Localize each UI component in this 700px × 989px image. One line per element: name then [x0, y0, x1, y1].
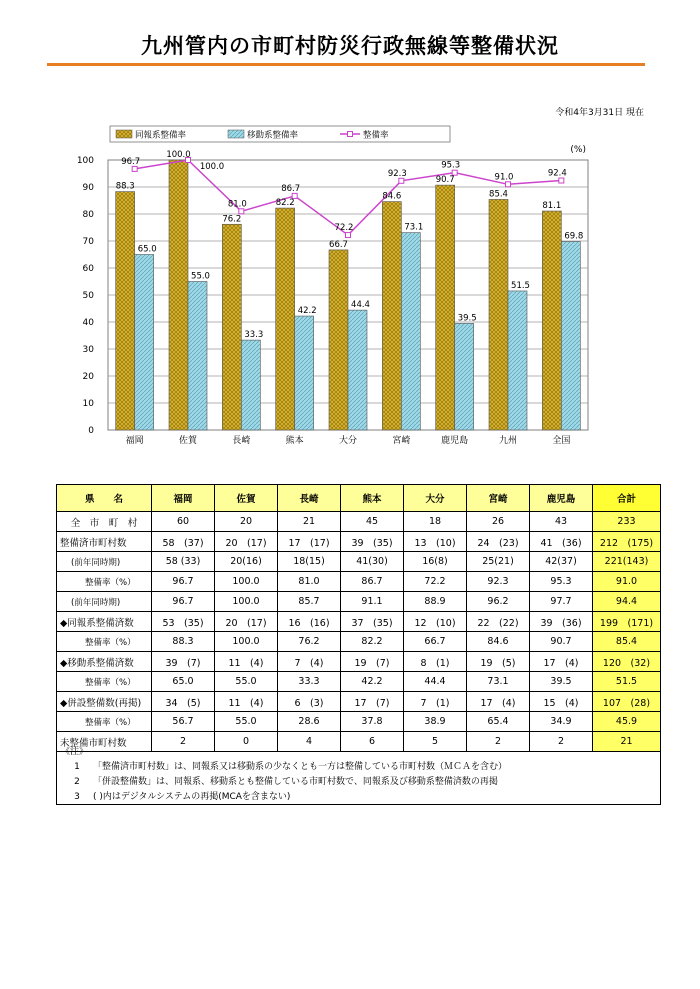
header-cell: 合計 [593, 485, 661, 512]
table-cell: 37 (35) [341, 612, 404, 632]
table-cell: 21 [278, 512, 341, 532]
table-cell: 20 [215, 512, 278, 532]
y-tick-label: 50 [82, 291, 94, 301]
line-point-2 [239, 209, 244, 214]
table-cell: 51.5 [593, 672, 661, 692]
row-label: ◆同報系整備済数 [57, 612, 152, 632]
table-cell: 55.0 [215, 712, 278, 732]
table-cell: 19 (5) [467, 652, 530, 672]
table-cell: 41 (36) [530, 532, 593, 552]
y-tick-label: 0 [88, 426, 94, 436]
bar-doho-6 [436, 185, 455, 430]
table-cell: 90.7 [530, 632, 593, 652]
table-row [57, 612, 661, 632]
y-unit-label: (%) [570, 145, 586, 155]
line-value-label: 86.7 [281, 183, 301, 194]
table-cell: 72.2 [404, 572, 467, 592]
table-cell: 6 (3) [278, 692, 341, 712]
bar-value-label: 90.7 [435, 175, 455, 186]
header-cell: 鹿児島 [530, 485, 593, 512]
line-point-7 [506, 182, 511, 187]
legend-swatch-marker [348, 132, 353, 137]
chart-svg [60, 120, 650, 450]
bar-value-label: 44.4 [351, 300, 370, 311]
table-cell: 2 [467, 732, 530, 752]
table-cell: 82.2 [341, 632, 404, 652]
y-tick-label: 80 [82, 210, 94, 220]
table-row [57, 512, 661, 532]
table-cell: 39 (7) [152, 652, 215, 672]
table-row [57, 652, 661, 672]
line-point-4 [346, 233, 351, 238]
row-label: 未整備市町村数 [57, 732, 152, 752]
table-cell: 16(8) [404, 552, 467, 572]
line-value-label: 96.7 [121, 156, 141, 167]
row-label: 全 市 町 村 [57, 512, 152, 532]
bar-value-label: 55.0 [191, 271, 210, 282]
x-tick-label: 全国 [552, 436, 571, 446]
bar-ido-2 [241, 340, 260, 430]
as-of-date: 令和4年3月31日 現在 [555, 108, 644, 118]
table-cell: 25(21) [467, 552, 530, 572]
table-cell: 39 (36) [530, 612, 593, 632]
table-cell: 24 (23) [467, 532, 530, 552]
table-row [57, 532, 661, 552]
table-cell: 7 (1) [404, 692, 467, 712]
table-cell: 7 (4) [278, 652, 341, 672]
table-cell: 81.0 [278, 572, 341, 592]
table-cell: 58 (37) [152, 532, 215, 552]
table-cell: 34 (5) [152, 692, 215, 712]
table-cell: 38.9 [404, 712, 467, 732]
table-cell: 20 (17) [215, 532, 278, 552]
note-number: 3 [74, 792, 80, 802]
row-label: ◆移動系整備済数 [57, 652, 152, 672]
bar-ido-4 [348, 310, 367, 430]
bar-doho-8 [542, 211, 561, 430]
x-tick-label: 佐賀 [178, 436, 198, 446]
bar-value-label: 65.0 [137, 244, 157, 255]
y-tick-label: 100 [76, 156, 94, 166]
table-cell: 28.6 [278, 712, 341, 732]
table-row [57, 672, 661, 692]
table-cell: 37.8 [341, 712, 404, 732]
row-label: (前年同時期) [57, 592, 152, 612]
table-cell: 11 (4) [215, 652, 278, 672]
table-cell: 56.7 [152, 712, 215, 732]
row-label: (前年同時期) [57, 552, 152, 572]
table-cell: 5 [404, 732, 467, 752]
table-cell: 97.7 [530, 592, 593, 612]
table-cell: 20 (17) [215, 612, 278, 632]
table-cell: 17 (4) [467, 692, 530, 712]
legend-swatch-ido [228, 130, 244, 138]
line-value-label: 92.4 [547, 168, 567, 179]
bar-value-label: 69.8 [564, 231, 584, 242]
table-cell: 12 (10) [404, 612, 467, 632]
header-cell: 長崎 [278, 485, 341, 512]
header-label: 県 名 [57, 485, 152, 512]
table-cell: 94.4 [593, 592, 661, 612]
table-cell: 65.4 [467, 712, 530, 732]
table-cell: 88.3 [152, 632, 215, 652]
bar-ido-0 [135, 255, 154, 431]
y-tick-label: 10 [82, 399, 94, 409]
bar-value-label: 85.4 [489, 189, 508, 200]
bar-doho-3 [276, 208, 295, 430]
table-cell: 26 [467, 512, 530, 532]
table-cell: 100.0 [215, 632, 278, 652]
bar-ido-8 [561, 242, 580, 430]
notes-heading: 《注》 [61, 747, 89, 757]
x-tick-label: 大分 [338, 436, 358, 446]
table-cell: 15 (4) [530, 692, 593, 712]
table-cell: 45 [341, 512, 404, 532]
table-cell: 199 (171) [593, 612, 661, 632]
table-cell: 233 [593, 512, 661, 532]
note-item [61, 760, 660, 775]
header-cell: 大分 [404, 485, 467, 512]
table-cell: 86.7 [341, 572, 404, 592]
table-cell: 95.3 [530, 572, 593, 592]
note-text: ( )内はデジタルシステムの再掲(MCAを含まない) [93, 792, 291, 802]
table-cell: 96.7 [152, 572, 215, 592]
table-cell: 0 [215, 732, 278, 752]
table-cell: 18(15) [278, 552, 341, 572]
table-cell: 85.7 [278, 592, 341, 612]
table-cell: 58 (33) [152, 552, 215, 572]
table-cell: 212 (175) [593, 532, 661, 552]
table-cell: 65.0 [152, 672, 215, 692]
y-tick-label: 60 [82, 264, 94, 274]
table-cell: 39 (35) [341, 532, 404, 552]
note-text: 「整備済市町村数」は、同報系又は移動系の少なくとも一方は整備している市町村数（ＭＣＡを含む） [93, 762, 508, 772]
header-cell: 宮崎 [467, 485, 530, 512]
bar-value-label: 42.2 [297, 306, 317, 317]
title-underline [47, 63, 645, 66]
bar-value-label: 88.3 [115, 181, 135, 192]
row-label: 整備率（%） [57, 572, 152, 592]
table-cell: 107 (28) [593, 692, 661, 712]
bar-value-label: 66.7 [329, 239, 348, 250]
table-cell: 17 (7) [341, 692, 404, 712]
y-tick-label: 40 [82, 318, 94, 328]
x-tick-label: 鹿児島 [441, 436, 469, 446]
bar-ido-3 [295, 316, 314, 430]
table-cell: 221(143) [593, 552, 661, 572]
bar-value-label: 51.5 [511, 280, 530, 291]
note-number: 2 [74, 777, 80, 787]
line-point-0 [132, 166, 137, 171]
legend-swatch-doho [116, 130, 132, 138]
chart [60, 120, 650, 450]
table-cell: 44.4 [404, 672, 467, 692]
bar-value-label: 73.1 [404, 222, 424, 233]
table-cell: 66.7 [404, 632, 467, 652]
bar-ido-5 [401, 233, 420, 430]
line-value-label: 81.0 [227, 199, 247, 210]
table-cell: 73.1 [467, 672, 530, 692]
table-cell: 53 (35) [152, 612, 215, 632]
bar-value-label: 33.3 [244, 330, 264, 341]
legend-label-doho: 同報系整備率 [135, 130, 187, 141]
table-cell: 21 [593, 732, 661, 752]
table-cell: 92.3 [467, 572, 530, 592]
bar-value-label: 82.2 [275, 198, 295, 209]
header-cell: 佐賀 [215, 485, 278, 512]
table-cell: 4 [278, 732, 341, 752]
bar-value-label: 100.0 [166, 150, 191, 160]
table-cell: 85.4 [593, 632, 661, 652]
table-row [57, 592, 661, 612]
table-cell: 96.7 [152, 592, 215, 612]
table-row [57, 632, 661, 652]
table-cell: 6 [341, 732, 404, 752]
line-point-8 [559, 178, 564, 183]
table-row [57, 712, 661, 732]
x-tick-label: 福岡 [125, 436, 144, 446]
table-cell: 96.2 [467, 592, 530, 612]
table-cell: 55.0 [215, 672, 278, 692]
table-cell: 42(37) [530, 552, 593, 572]
header-cell: 熊本 [341, 485, 404, 512]
table-header-row [57, 485, 661, 512]
bar-value-label: 81.1 [542, 201, 562, 212]
line-value-label: 95.3 [441, 160, 461, 171]
bar-value-label: 39.5 [457, 313, 477, 324]
line-point-5 [399, 178, 404, 183]
x-tick-label: 熊本 [285, 436, 304, 446]
table-cell: 19 (7) [341, 652, 404, 672]
line-value-label: 91.0 [494, 172, 514, 183]
x-tick-label: 九州 [498, 436, 518, 446]
table-cell: 60 [152, 512, 215, 532]
line-value-label: 92.3 [387, 168, 407, 179]
bar-ido-1 [188, 282, 207, 431]
table-row [57, 692, 661, 712]
table-cell: 120 (32) [593, 652, 661, 672]
table-cell: 16 (16) [278, 612, 341, 632]
table-cell: 84.6 [467, 632, 530, 652]
table-cell: 88.9 [404, 592, 467, 612]
bar-doho-0 [116, 192, 135, 430]
y-tick-label: 20 [82, 372, 94, 382]
table-cell: 100.0 [215, 572, 278, 592]
page-title: 九州管内の市町村防災行政無線等整備状況 [141, 34, 559, 58]
header-cell: 福岡 [152, 485, 215, 512]
note-item [61, 775, 660, 790]
table-cell: 11 (4) [215, 692, 278, 712]
row-label: ◆併設整備数(再掲) [57, 692, 152, 712]
table-cell: 33.3 [278, 672, 341, 692]
bar-doho-4 [329, 250, 348, 430]
table-cell: 2 [152, 732, 215, 752]
bar-doho-5 [382, 202, 401, 430]
bar-doho-7 [489, 199, 508, 430]
table-row [57, 572, 661, 592]
notes-box [56, 745, 661, 805]
y-tick-label: 90 [82, 183, 94, 193]
table-cell: 45.9 [593, 712, 661, 732]
table-cell: 2 [530, 732, 593, 752]
table-cell: 41(30) [341, 552, 404, 572]
line-value-label: 72.2 [334, 223, 354, 234]
line-value-label: 100.0 [199, 162, 225, 172]
bar-value-label: 84.6 [382, 191, 402, 202]
table-cell: 8 (1) [404, 652, 467, 672]
x-tick-label: 宮崎 [392, 436, 411, 446]
data-table [56, 484, 661, 752]
bar-value-label: 76.2 [222, 214, 242, 225]
table-cell: 91.1 [341, 592, 404, 612]
y-tick-label: 70 [82, 237, 94, 247]
bar-ido-6 [455, 323, 474, 430]
table-cell: 22 (22) [467, 612, 530, 632]
bar-ido-7 [508, 291, 527, 430]
row-label: 整備率（%） [57, 712, 152, 732]
table-cell: 13 (10) [404, 532, 467, 552]
row-label: 整備率（%） [57, 632, 152, 652]
table-cell: 91.0 [593, 572, 661, 592]
row-label: 整備率（%） [57, 672, 152, 692]
note-item [61, 790, 660, 805]
table-cell: 42.2 [341, 672, 404, 692]
table-cell: 34.9 [530, 712, 593, 732]
table-cell: 100.0 [215, 592, 278, 612]
table-cell: 18 [404, 512, 467, 532]
bar-doho-2 [222, 224, 241, 430]
x-tick-label: 長崎 [232, 436, 251, 446]
table-cell: 20(16) [215, 552, 278, 572]
note-number: 1 [74, 762, 80, 772]
note-text: 「併設整備数」は、同報系、移動系とも整備している市町村数で、同報系及び移動系整備済数の再掲 [93, 777, 498, 787]
table-cell: 39.5 [530, 672, 593, 692]
y-tick-label: 30 [82, 345, 94, 355]
table-cell: 17 (17) [278, 532, 341, 552]
table-row [57, 552, 661, 572]
bar-doho-1 [169, 160, 188, 430]
table-cell: 17 (4) [530, 652, 593, 672]
legend-label-line: 整備率 [363, 130, 389, 141]
table-cell: 76.2 [278, 632, 341, 652]
table-cell: 43 [530, 512, 593, 532]
row-label: 整備済市町村数 [57, 532, 152, 552]
legend-label-ido: 移動系整備率 [247, 130, 299, 141]
